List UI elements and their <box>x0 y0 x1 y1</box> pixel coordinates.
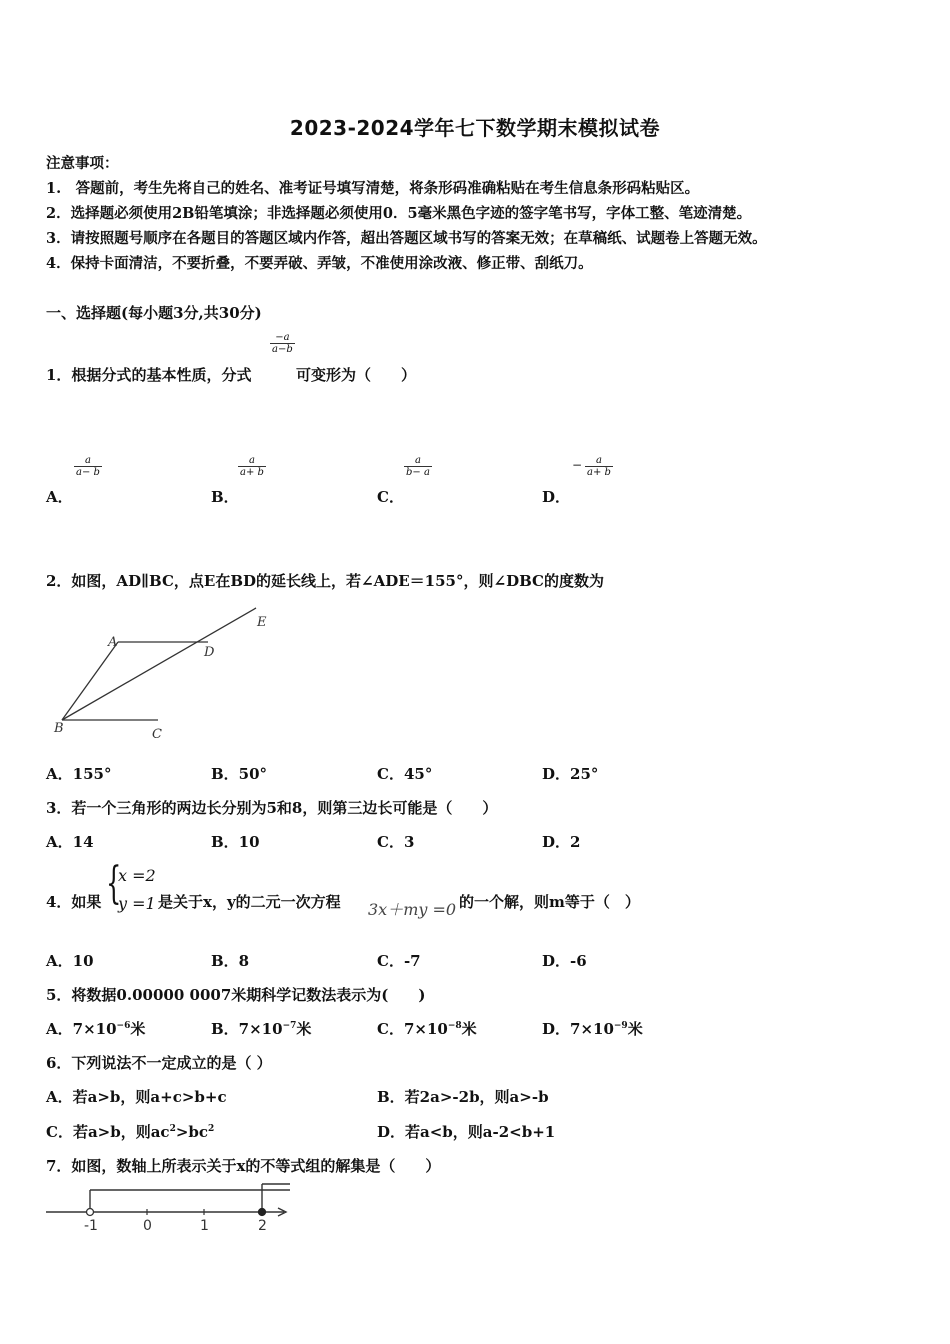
q4-option-a[interactable]: A．10 <box>46 952 94 970</box>
q1-frac-num: −a <box>275 332 290 343</box>
q1-option-a[interactable]: A． <box>46 488 73 506</box>
q2-stem: 2．如图，AD∥BC，点E在BD的延长线上，若∠ADE＝155°，则∠DBC的度数为 <box>46 572 604 590</box>
notice-item: 3．请按照题号顺序在各题目的答题区域内作答，超出答题区域书写的答案无效；在草稿纸、试题卷上答题无效。 <box>46 230 767 247</box>
q3-option-b[interactable]: B．10 <box>211 833 260 851</box>
notice-heading: 注意事项： <box>46 155 119 172</box>
label-b: B <box>54 721 64 736</box>
q5-option-a[interactable]: A．$7\times 10^{-6}$米 <box>46 1020 146 1038</box>
q1-opt-d-fraction: $\frac{a}{a+ b}$ <box>587 455 611 478</box>
q4-stem-tail: 的一个解，则m等于（ ） <box>459 893 640 911</box>
label-a: A <box>108 635 118 650</box>
notice-item: 2．选择题必须使用2B铅笔填涂；非选择题必须使用0．5毫米黑色字迹的签字笔书写，字体工整、笔迹清楚。 <box>46 205 752 222</box>
q5-option-c[interactable]: C．$7\times 10^{-8}$米 <box>377 1020 477 1038</box>
q2-option-d[interactable]: D．25° <box>542 765 599 783</box>
q6-option-a[interactable]: A．若a>b，则a+c>b+c <box>46 1088 227 1106</box>
q4-option-d[interactable]: D．-6 <box>542 952 587 970</box>
q4-system-brace: { <box>106 858 122 909</box>
q4-option-b[interactable]: B．8 <box>211 952 250 970</box>
q5-stem: 5．将数据0.00000 0007米期科学记数法表示为( ) <box>46 986 426 1004</box>
q5-option-d[interactable]: D．$7\times 10^{-9}$米 <box>542 1020 643 1038</box>
label-c: C <box>152 727 162 742</box>
q2-option-b[interactable]: B．50° <box>211 765 268 783</box>
q6-option-b[interactable]: B．若2a>-2b，则a>-b <box>377 1088 549 1106</box>
q2-option-a[interactable]: A．155° <box>46 765 112 783</box>
q1-stem: 1．根据分式的基本性质，分式 <box>46 366 252 384</box>
tick-label: 1 <box>200 1218 209 1234</box>
label-e: E <box>257 615 267 630</box>
q1-fraction <box>270 332 295 355</box>
line-bde <box>62 608 256 720</box>
q7-stem: 7．如图，数轴上所表示关于x的不等式组的解集是（ ） <box>46 1157 441 1175</box>
q4-option-c[interactable]: C．-7 <box>377 952 421 970</box>
q1-option-c[interactable]: C． <box>377 488 404 506</box>
q1-opt-d-minus: − <box>572 458 583 472</box>
notice-item: 4．保持卡面清洁，不要折叠，不要弄破、弄皱，不准使用涂改液、修正带、刮纸刀。 <box>46 255 593 272</box>
q1-opt-a-fraction: $\frac{a}{a- b}$ <box>76 455 100 478</box>
tick-label: 0 <box>143 1218 152 1234</box>
closed-point-2 <box>259 1209 266 1216</box>
q7-number-line <box>44 1182 294 1234</box>
q2-option-c[interactable]: C．45° <box>377 765 433 783</box>
q4-system-eq2: y =1 <box>118 894 156 913</box>
q6-stem: 6．下列说法不一定成立的是（ ） <box>46 1054 272 1072</box>
q6-option-d[interactable]: D．若a<b，则a-2<b+1 <box>377 1123 556 1141</box>
q2-geometry-figure <box>44 604 284 744</box>
q3-option-c[interactable]: C．3 <box>377 833 415 851</box>
q6-option-c[interactable]: C．若a>b，则$ac^2>bc^2$ <box>46 1123 215 1141</box>
segment-ab <box>62 642 118 720</box>
section-heading: 一、选择题(每小题3分,共30分) <box>46 304 262 322</box>
q1-frac-den: a−b <box>272 344 293 355</box>
tick-label: -1 <box>84 1218 98 1234</box>
q4-stem-mid: 是关于x，y的二元一次方程 <box>158 893 341 911</box>
tick-label: 2 <box>258 1218 267 1234</box>
q5-option-b[interactable]: B．$7\times 10^{-7}$米 <box>211 1020 312 1038</box>
q3-stem: 3．若一个三角形的两边长分别为5和8，则第三边长可能是（ ） <box>46 799 498 817</box>
q1-option-b[interactable]: B． <box>211 488 239 506</box>
q1-stem-tail: 可变形为（ ） <box>296 366 417 384</box>
q1-opt-c-fraction: $\frac{a}{b- a}$ <box>406 455 430 478</box>
q4-stem: 4．如果 <box>46 893 102 911</box>
q1-opt-b-fraction: $\frac{a}{a+ b}$ <box>240 455 264 478</box>
q4-system-eq1: x =2 <box>118 866 156 885</box>
page-title: 2023-2024学年七下数学期末模拟试卷 <box>289 116 661 140</box>
open-point-neg1 <box>87 1209 94 1216</box>
q3-option-d[interactable]: D．2 <box>542 833 581 851</box>
notice-item: 1. 答题前，考生先将自己的姓名、准考证号填写清楚，将条形码准确粘贴在考生信息条形码粘贴区。 <box>46 180 700 197</box>
q3-option-a[interactable]: A．14 <box>46 833 94 851</box>
label-d: D <box>204 645 215 660</box>
q4-equation: 3x＋my =0 <box>368 900 457 919</box>
q1-option-d[interactable]: D． <box>542 488 571 506</box>
